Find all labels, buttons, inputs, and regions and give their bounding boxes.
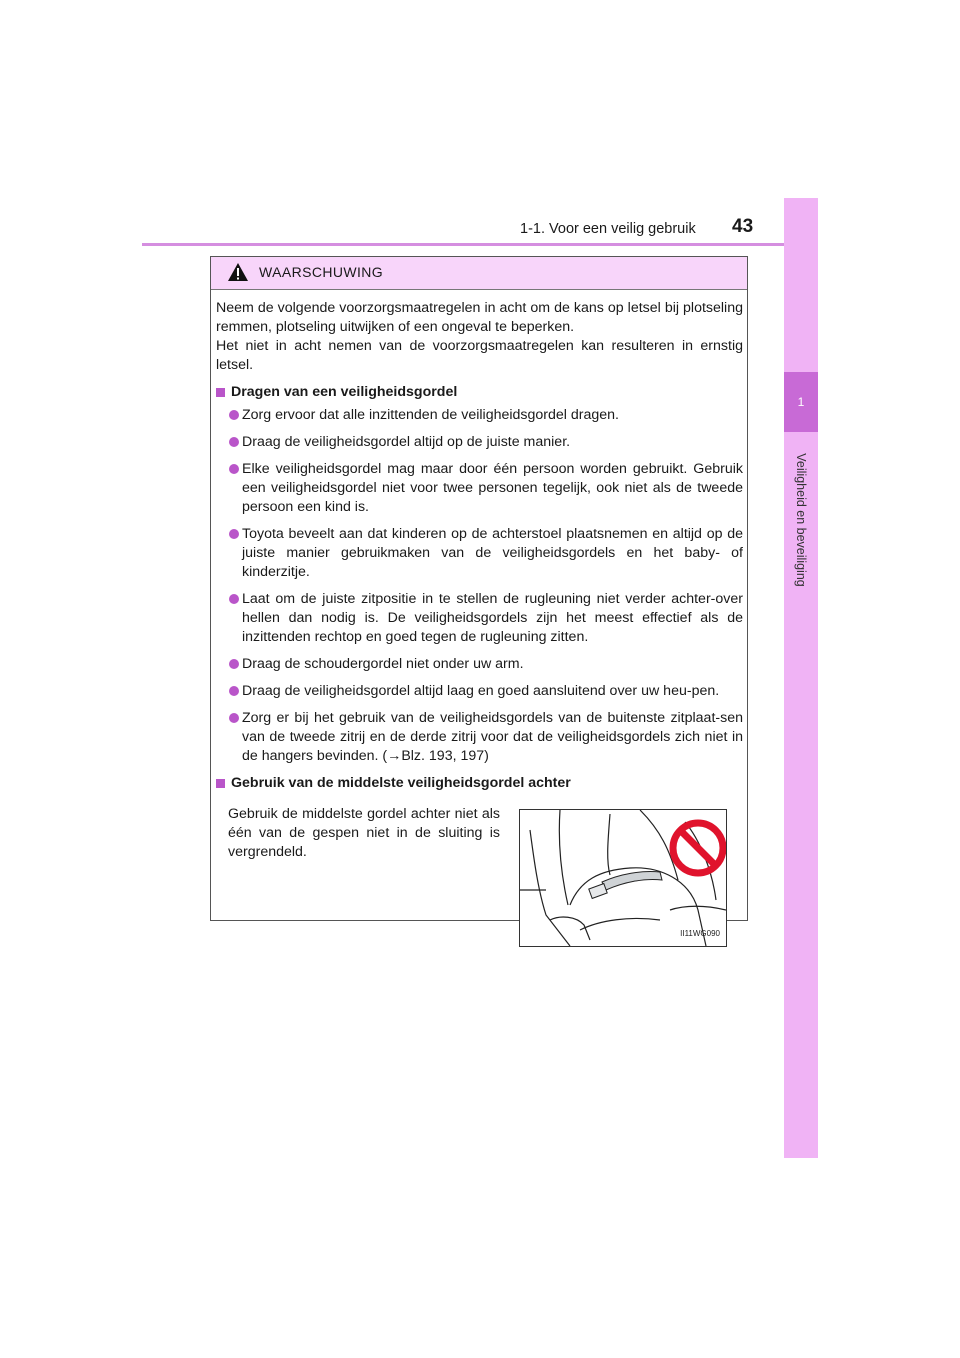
header-rule	[142, 243, 818, 246]
section-title: 1-1. Voor een veilig gebruik	[520, 221, 696, 237]
list-item: Draag de veiligheidsgordel altijd laag en goed aansluitend over uw heu-pen.	[216, 682, 743, 701]
list-item: Draag de schoudergordel niet onder uw arm.	[216, 655, 743, 674]
side-tab-number: 1	[784, 372, 818, 432]
warning-body	[216, 299, 743, 947]
section-heading-text: Dragen van een veiligheidsgordel	[231, 384, 458, 400]
warning-header	[211, 257, 747, 290]
bullet-list	[216, 406, 743, 766]
list-item: Zorg er bij het gebruik van de veiligheidsgordels van de buitenste zitplaat-sen van de tweede zitrij en de derde zitrij voor dat de veiligheidsgordels zich niet in de hangers bevinden. (→Blz. 193, 197)	[216, 709, 743, 766]
list-item: Zorg ervoor dat alle inzittenden de veiligheidsgordel dragen.	[216, 406, 743, 425]
section-heading-2	[216, 774, 743, 793]
section-heading-1	[216, 383, 743, 402]
side-tab	[784, 198, 818, 1158]
warning-triangle-icon	[227, 262, 249, 282]
square-bullet-icon	[216, 779, 225, 788]
middle-belt-section	[216, 799, 743, 947]
seatbelt-illustration	[519, 809, 727, 947]
page-number: 43	[732, 216, 754, 237]
warning-intro-2: Het niet in acht nemen van de voorzorgsmaatregelen kan resulteren in ernstig letsel.	[216, 338, 743, 373]
list-item: Laat om de juiste zitpositie in te stellen de rugleuning niet verder achter-over hellen dan nodig is. De veiligheidsgordels zijn het meest effectief als de inzittenden rechtop en goed tegen de rugleuning zitten.	[216, 590, 743, 647]
prohibition-icon	[673, 823, 723, 873]
section-heading-text: Gebruik van de middelste veiligheidsgordel achter	[231, 775, 571, 791]
warning-title: WAARSCHUWING	[259, 264, 384, 280]
warning-intro	[216, 299, 743, 375]
side-tab-label: Veiligheid en beveiliging	[794, 453, 808, 587]
list-item: Draag de veiligheidsgordel altijd op de juiste manier.	[216, 433, 743, 452]
list-item: Toyota beveelt aan dat kinderen op de achterstoel plaatsnemen en altijd op de juiste manier gebruikmaken van de veiligheidsgordels en het baby- of kinderzitje.	[216, 525, 743, 582]
list-item: Elke veiligheidsgordel mag maar door één persoon worden gebruikt. Gebruik een veiligheidsgordel niet voor twee personen tegelijk, ook niet als de tweede persoon een kind is.	[216, 460, 743, 517]
warning-intro-1: Neem de volgende voorzorgsmaatregelen in acht om de kans op letsel bij plotseling remmen, plotseling uitwijken of een ongeval te beperken.	[216, 300, 743, 335]
middle-belt-text: Gebruik de middelste gordel achter niet als één van de gespen niet in de sluiting is vergrendeld.	[228, 806, 500, 860]
illustration-code: II11WG090	[680, 929, 720, 938]
square-bullet-icon	[216, 388, 225, 397]
warning-box	[210, 256, 748, 938]
